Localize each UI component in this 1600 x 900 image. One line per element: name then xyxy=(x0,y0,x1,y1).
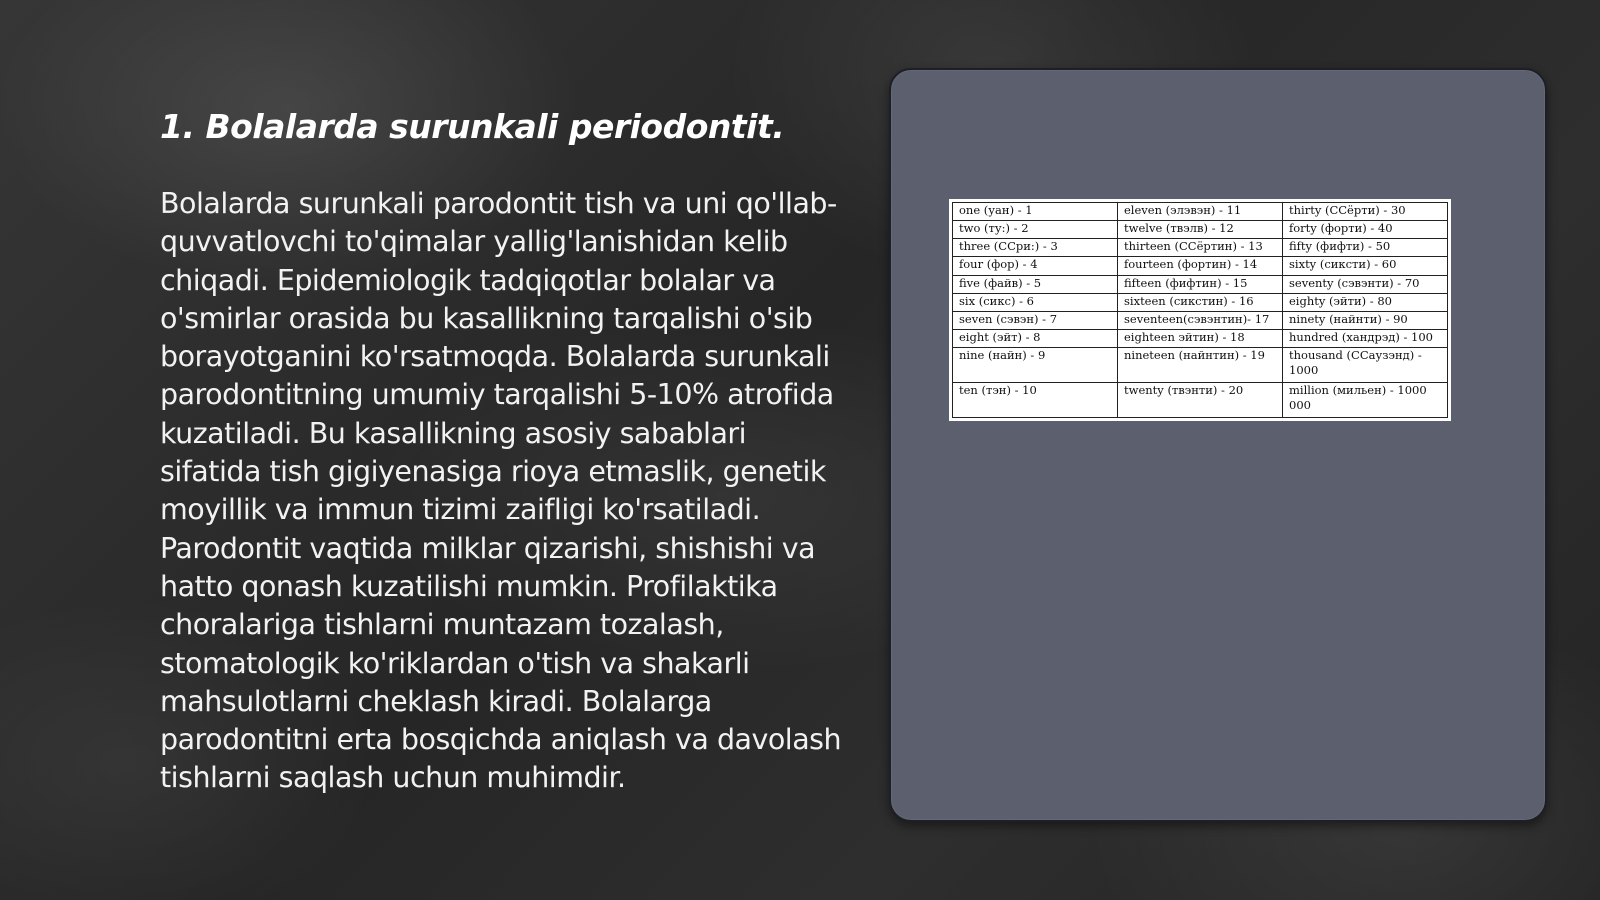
table-cell: twenty (твэнти) - 20 xyxy=(1118,383,1283,418)
table-row xyxy=(953,311,1448,329)
table-row xyxy=(953,257,1448,275)
slide-title: 1. Bolalarda surunkali periodontit. xyxy=(160,107,785,146)
table-cell: million (мильен) - 1000 000 xyxy=(1283,383,1448,418)
table-cell: thousand (ССаузэнд) - 1000 xyxy=(1283,348,1448,383)
table-cell: thirty (ССёрти) - 30 xyxy=(1283,203,1448,221)
table-cell: seventy (сэвэнти) - 70 xyxy=(1283,275,1448,293)
table-cell: ten (тэн) - 10 xyxy=(953,383,1118,418)
numbers-table xyxy=(952,202,1448,418)
table-row xyxy=(953,348,1448,383)
table-cell: four (фор) - 4 xyxy=(953,257,1118,275)
image-frame xyxy=(889,68,1547,822)
table-cell: two (ту:) - 2 xyxy=(953,221,1118,239)
table-cell: eighty (эйти) - 80 xyxy=(1283,293,1448,311)
table-cell: six (сикс) - 6 xyxy=(953,293,1118,311)
table-cell: five (файв) - 5 xyxy=(953,275,1118,293)
table-cell: eleven (элэвэн) - 11 xyxy=(1118,203,1283,221)
table-cell: forty (форти) - 40 xyxy=(1283,221,1448,239)
numbers-table-image xyxy=(949,199,1451,421)
table-cell: ninety (найнти) - 90 xyxy=(1283,311,1448,329)
table-cell: sixty (сиксти) - 60 xyxy=(1283,257,1448,275)
table-cell: nineteen (найнтин) - 19 xyxy=(1118,348,1283,383)
table-cell: fifteen (фифтин) - 15 xyxy=(1118,275,1283,293)
slide-body-text: Bolalarda surunkali parodontit tish va uni qo'llab-quvvatlovchi to'qimalar yallig'lanishidan kelib chiqadi. Epidemiologik tadqiqotlar bolalar va o'smirlar orasida bu kasallikning tarqalishi o'sib borayotganini ko'rsatmoqda. Bolalarda surunkali parodontitning umumiy tarqalishi 5-10% atrofida kuzatiladi. Bu kasallikning asosiy sabablari sifatida tish gigiyenasiga rioya etmaslik, genetik moyillik va immun tizimi zaifligi ko'rsatiladi. Parodontit vaqtida milklar qizarishi, shishishi va hatto qonash kuzatilishi mumkin. Profilaktika choralariga tishlarni muntazam tozalash, stomatologik ko'riklardan o'tish va shakarli mahsulotlarni cheklash kiradi. Bolalarga parodontitni erta bosqichda aniqlash va davolash tishlarni saqlash uchun muhimdir. xyxy=(160,187,842,795)
table-row xyxy=(953,221,1448,239)
table-cell: thirteen (ССёртин) - 13 xyxy=(1118,239,1283,257)
table-row xyxy=(953,239,1448,257)
table-cell: twelve (твэлв) - 12 xyxy=(1118,221,1283,239)
table-cell: eight (эйт) - 8 xyxy=(953,329,1118,347)
table-row xyxy=(953,329,1448,347)
table-row xyxy=(953,275,1448,293)
table-cell: three (ССри:) - 3 xyxy=(953,239,1118,257)
table-cell: one (уан) - 1 xyxy=(953,203,1118,221)
table-cell: nine (найн) - 9 xyxy=(953,348,1118,383)
table-row xyxy=(953,293,1448,311)
table-cell: sixteen (сикстин) - 16 xyxy=(1118,293,1283,311)
table-row xyxy=(953,203,1448,221)
table-cell: eighteen эйтин) - 18 xyxy=(1118,329,1283,347)
table-cell: fifty (фифти) - 50 xyxy=(1283,239,1448,257)
table-row xyxy=(953,383,1448,418)
table-cell: seventeen(сэвэнтин)- 17 xyxy=(1118,311,1283,329)
table-cell: seven (сэвэн) - 7 xyxy=(953,311,1118,329)
table-cell: fourteen (фортин) - 14 xyxy=(1118,257,1283,275)
table-cell: hundred (хандрэд) - 100 xyxy=(1283,329,1448,347)
